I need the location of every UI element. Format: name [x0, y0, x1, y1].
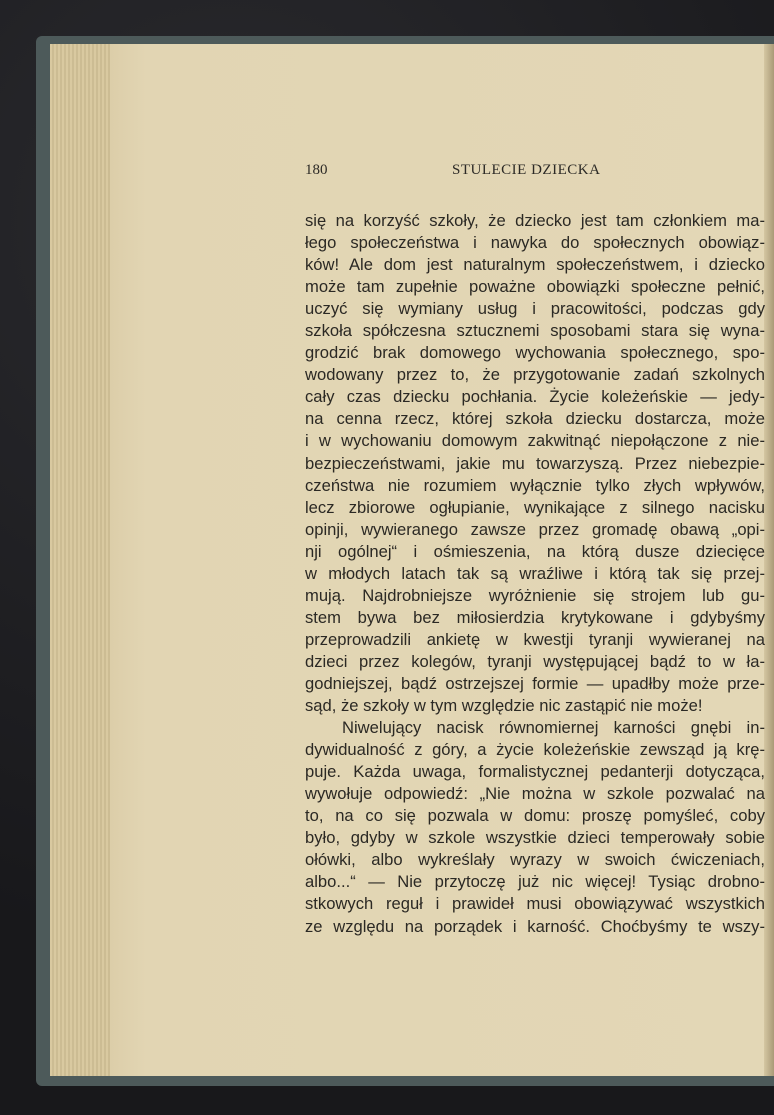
text-line: i w wychowaniu domowym zakwitnąć niepołączone z nie-: [305, 431, 765, 451]
text-line: albo...“ — Nie przytoczę już nic więcej! Tysiąc drobno-: [305, 872, 765, 892]
text-line: dywidualność z góry, a życie koleżeńskie zewsząd ją krę-: [305, 740, 765, 760]
text-line: uczyć się wymiany usług i pracowitości, podczas gdy: [305, 299, 765, 319]
text-line: stem bywa bez miłosierdzia krytykowane i gdybyśmy: [305, 607, 765, 627]
text-line: wywołuje odpowiedź: „Nie można w szkole pozwalać na: [305, 784, 765, 804]
text-line: wodowany przez to, że przygotowanie zadań szkolnych: [305, 365, 765, 385]
text-line: stkowych reguł i prawideł musi obowiązywać wszystkich: [305, 894, 765, 914]
text-line: puje. Każda uwaga, formalistycznej pedanterji dotycząca,: [305, 762, 765, 782]
running-title: STULECIE DZIECKA: [452, 162, 601, 178]
text-line: godniejszej, bądź ostrzejszej formie — upadłby może prze-: [305, 673, 765, 693]
page-number: 180: [305, 162, 328, 178]
text-line: bezpieczeństwami, jakie mu towarzyszą. Przez niebezpie-: [305, 453, 765, 473]
text-line: przeprowadzili ankietę w kwestji tyranji wywieranej na: [305, 629, 765, 649]
text-line: lecz zbiorowe ogłupianie, wynikające z silnego nacisku: [305, 497, 765, 517]
body-text: [305, 210, 765, 938]
text-line: łego społeczeństwa i nawyka do społecznych obowiąz-: [305, 233, 765, 253]
text-line: szkoła spółczesna sztucznemi sposobami stara się wyna-: [305, 321, 765, 341]
page-right-edge: [764, 44, 774, 1076]
text-line: grodzić brak domowego wychowania społecznego, spo-: [305, 343, 765, 363]
text-line: to, na co się pozwala w domu: proszę pomyśleć, coby: [305, 806, 765, 826]
text-line: na cenna rzecz, której szkoła dziecku dostarcza, może: [305, 409, 765, 429]
text-line: czeństwa nie rozumiem wyłącznie tylko złych wpływów,: [305, 475, 765, 495]
text-line: cały czas dziecku pochłania. Życie koleżeńskie — jedy-: [305, 387, 765, 407]
text-line: może tam zupełnie poważne obowiązki społeczne pełnić,: [305, 277, 765, 297]
text-line: ze względu na porządek i karność. Choćbyśmy te wszy-: [305, 916, 765, 936]
text-line: opinji, wywieranego zawsze przez gromadę obawą „opi-: [305, 519, 765, 539]
text-line: ołówki, albo wykreślały wyrazy w swoich ćwiczeniach,: [305, 850, 765, 870]
text-line: w młodych latach tak są wraźliwe i którą tak się przej-: [305, 563, 765, 583]
text-line: się na korzyść szkoły, że dziecko jest tam członkiem ma-: [305, 211, 765, 230]
page-edges: [50, 44, 110, 1076]
text-line: Niwelujący nacisk równomiernej karności gnębi in-: [342, 718, 765, 738]
text-line: dzieci przez kolegów, tyranji występującej bądź to w ła-: [305, 651, 765, 671]
text-line: ków! Ale dom jest naturalnym społeczeństwem, i dziecko: [305, 255, 765, 275]
text-line: sąd, że szkoły w tym względzie nic zastąpić nie może!: [305, 696, 703, 716]
text-line: było, gdyby w szkole wszystkie dzieci temperowały sobie: [305, 828, 765, 848]
text-line: nji ogólnej“ i ośmieszenia, na którą dusze dziecięce: [305, 541, 765, 561]
text-line: mują. Najdrobniejsze wyróżnienie się strojem lub gu-: [305, 585, 765, 605]
